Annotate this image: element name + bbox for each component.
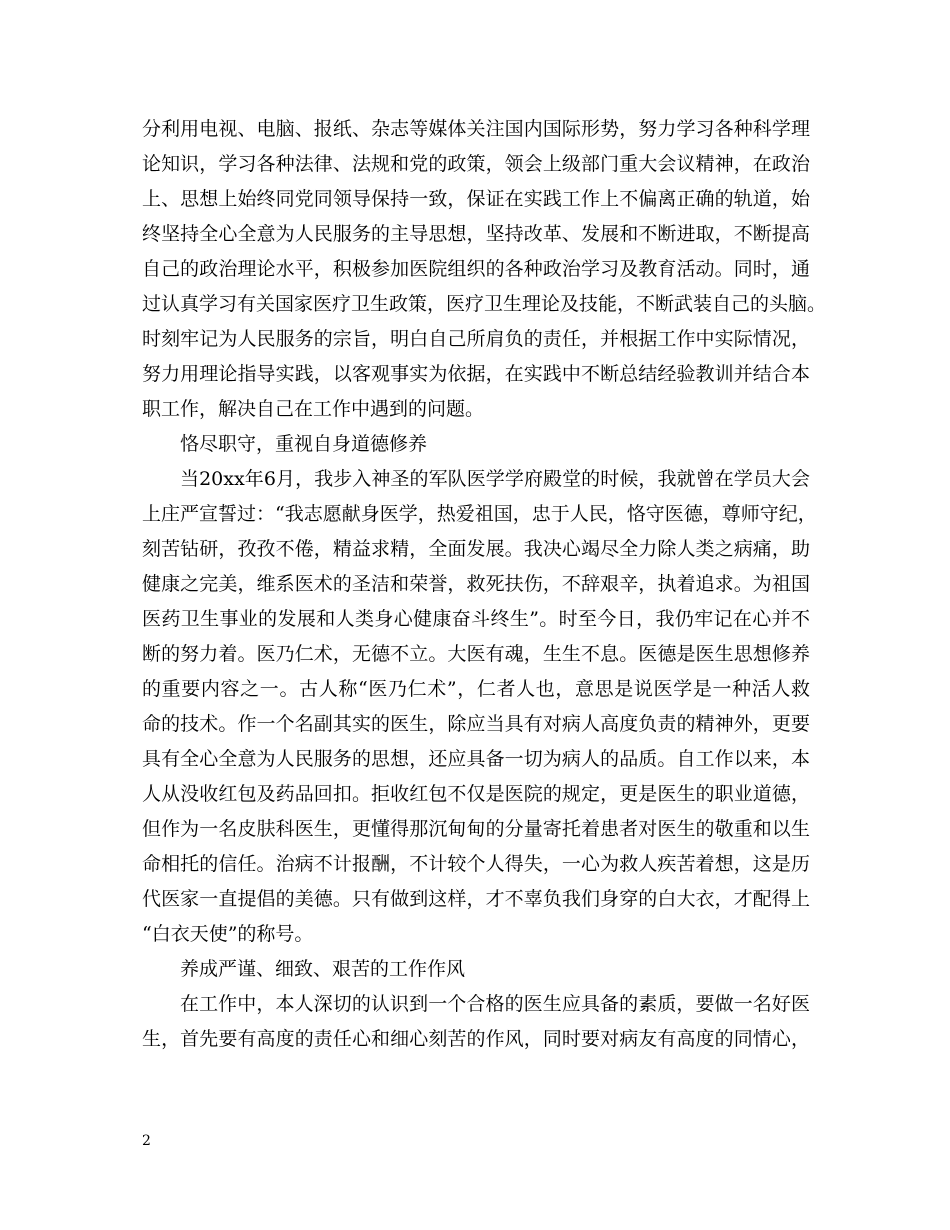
text-line: 刻苦钻研，孜孜不倦，精益求精，全面发展。我决心竭尽全力除人类之病痛，助 bbox=[142, 538, 810, 560]
text-line: 命的技术。作一个名副其实的医生，除应当具有对病人高度负责的精神外，更要 bbox=[142, 713, 810, 735]
text-line: 分利用电视、电脑、报纸、杂志等媒体关注国内国际形势，努力学习各种科学理 bbox=[142, 118, 810, 140]
text-line: 上、思想上始终同党同领导保持一致，保证在实践工作上不偏离正确的轨道，始 bbox=[142, 188, 810, 210]
text-line: 终坚持全心全意为人民服务的主导思想，坚持改革、发展和不断进取，不断提高 bbox=[142, 223, 810, 245]
text-line: 在工作中，本人深切的认识到一个合格的医生应具备的素质，要做一名好医 bbox=[180, 993, 810, 1015]
text-line: 论知识，学习各种法律、法规和党的政策，领会上级部门重大会议精神，在政治 bbox=[142, 153, 810, 175]
text-line: 健康之完美，维系医术的圣洁和荣誉，救死扶伤，不辞艰辛，执着追求。为祖国 bbox=[142, 573, 810, 595]
text-line: 上庄严宣誓过：“我志愿献身医学，热爱祖国，忠于人民，恪守医德，尊师守纪， bbox=[142, 503, 817, 525]
text-line: 医药卫生事业的发展和人类身心健康奋斗终生”。时至今日，我仍牢记在心并不 bbox=[142, 608, 810, 630]
text-line: 断的努力着。医乃仁术，无德不立。大医有魂，生生不息。医德是医生思想修养 bbox=[142, 643, 810, 665]
text-line: 的重要内容之一。古人称“医乃仁术”，仁者人也，意思是说医学是一种活人救 bbox=[142, 678, 810, 700]
text-line: 生，首先要有高度的责任心和细心刻苦的作风，同时要对病友有高度的同情心， bbox=[142, 1028, 810, 1050]
text-line: 职工作，解决自己在工作中遇到的问题。 bbox=[142, 398, 485, 420]
text-line: 过认真学习有关国家医疗卫生政策，医疗卫生理论及技能，不断武装自己的头脑。 bbox=[142, 293, 827, 315]
page-number: 2 bbox=[142, 1133, 151, 1149]
text-line: 养成严谨、细致、艰苦的工作作风 bbox=[180, 958, 466, 980]
text-line: 当20xx年6月，我步入神圣的军队医学学府殿堂的时候，我就曾在学员大会 bbox=[180, 468, 810, 490]
text-line: 努力用理论指导实践，以客观事实为依据，在实践中不断总结经验教训并结合本 bbox=[142, 363, 810, 385]
text-line: “白衣天使”的称号。 bbox=[142, 923, 314, 945]
document-body bbox=[142, 112, 827, 1057]
text-line: 恪尽职守，重视自身道德修养 bbox=[180, 433, 428, 455]
text-line: 但作为一名皮肤科医生，更懂得那沉甸甸的分量寄托着患者对医生的敬重和以生 bbox=[142, 818, 810, 840]
text-line: 具有全心全意为人民服务的思想，还应具备一切为病人的品质。自工作以来，本 bbox=[142, 748, 810, 770]
text-line: 时刻牢记为人民服务的宗旨，明白自己所肩负的责任，并根据工作中实际情况， bbox=[142, 328, 810, 350]
text-line: 代医家一直提倡的美德。只有做到这样，才不辜负我们身穿的白大衣，才配得上 bbox=[142, 888, 810, 910]
text-line: 人从没收红包及药品回扣。拒收红包不仅是医院的规定，更是医生的职业道德， bbox=[142, 783, 810, 805]
text-line: 自己的政治理论水平，积极参加医院组织的各种政治学习及教育活动。同时，通 bbox=[142, 258, 810, 280]
text-line: 命相托的信任。治病不计报酬，不计较个人得失，一心为救人疾苦着想，这是历 bbox=[142, 853, 810, 875]
